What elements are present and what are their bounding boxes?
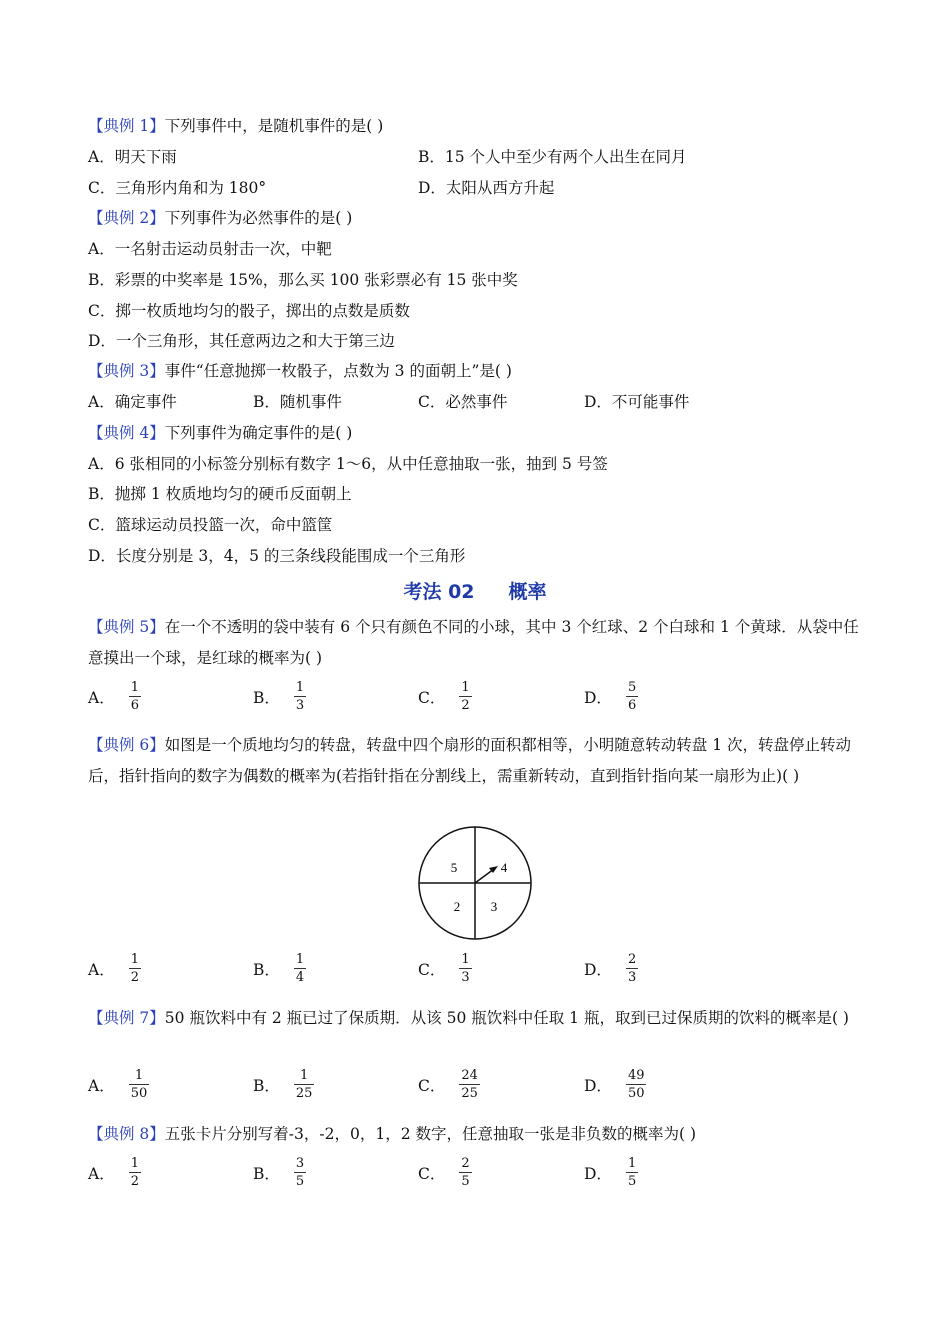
spinner-pointer xyxy=(475,869,494,883)
option-c xyxy=(418,1156,472,1189)
denominator: 2 xyxy=(130,970,139,985)
option-a xyxy=(88,680,141,713)
option-letter: B． xyxy=(253,960,280,979)
option-b xyxy=(253,952,306,985)
sector-label: 5 xyxy=(450,860,458,875)
question-text: 50 瓶饮料中有 2 瓶已过了保质期．从该 50 瓶饮料中任取 1 瓶，取到已过保质期的饮料的概率是( ) xyxy=(164,1009,849,1027)
denominator: 50 xyxy=(130,1086,148,1101)
question-text: 五张卡片分别写着-3，-2，0，1，2 数字，任意抽取一张是非负数的概率为( ) xyxy=(164,1125,697,1143)
example-7-stem xyxy=(88,1003,863,1034)
option-letter: C． xyxy=(418,960,446,979)
numerator: 1 xyxy=(295,680,305,695)
denominator: 6 xyxy=(130,698,139,713)
fraction xyxy=(129,1068,150,1101)
option-letter: B． xyxy=(253,688,280,707)
fraction xyxy=(626,1068,647,1101)
fraction xyxy=(626,1156,638,1189)
option-b xyxy=(253,1156,306,1189)
section-heading xyxy=(0,576,950,608)
option-c: C．三角形内角和为 180° xyxy=(88,179,267,197)
option-letter: A． xyxy=(88,960,115,979)
example-6-options xyxy=(88,952,868,992)
option-letter: D． xyxy=(584,1164,612,1183)
numerator: 5 xyxy=(627,680,637,695)
numerator: 1 xyxy=(130,952,139,967)
numerator: 1 xyxy=(295,952,305,967)
example-8-options xyxy=(88,1156,868,1196)
option-d xyxy=(584,1156,638,1189)
option-d xyxy=(584,952,638,985)
option-letter: D． xyxy=(584,688,612,707)
fraction xyxy=(129,952,141,985)
option-letter: A． xyxy=(88,1164,115,1183)
option-b: B．抛掷 1 枚质地均匀的硬币反面朝上 xyxy=(88,485,352,503)
option-a: A．明天下雨 xyxy=(88,148,177,166)
denominator: 50 xyxy=(627,1086,645,1101)
denominator: 3 xyxy=(461,970,470,985)
example-5-stem xyxy=(88,612,863,674)
denominator: 5 xyxy=(461,1174,470,1189)
option-b xyxy=(253,680,306,713)
denominator: 3 xyxy=(627,970,637,985)
fraction xyxy=(294,1068,315,1101)
option-d: D．长度分别是 3，4，5 的三条线段能围成一个三角形 xyxy=(88,547,466,565)
option-d: D．太阳从西方升起 xyxy=(418,179,555,197)
question-text: 下列事件为确定事件的是( ) xyxy=(164,424,353,442)
numerator: 1 xyxy=(461,952,470,967)
option-d xyxy=(584,680,638,713)
option-a: A．一名射击运动员射击一次，中靶 xyxy=(88,240,332,258)
fraction xyxy=(459,952,471,985)
option-a xyxy=(88,1068,149,1101)
option-c: C．必然事件 xyxy=(418,393,508,411)
fraction xyxy=(459,680,471,713)
denominator: 2 xyxy=(130,1174,139,1189)
numerator: 24 xyxy=(461,1068,478,1083)
example-8-stem xyxy=(88,1119,863,1150)
fraction xyxy=(294,1156,306,1189)
denominator: 25 xyxy=(461,1086,478,1101)
question-text: 在一个不透明的袋中装有 6 个只有颜色不同的小球，其中 3 个红球、2 个白球和 1 个黄球．从袋中任意摸出一个球，是红球的概率为( ) xyxy=(88,618,859,667)
numerator: 3 xyxy=(295,1156,305,1171)
example-1-stem xyxy=(88,111,863,142)
option-c: C．掷一枚质地均匀的骰子，掷出的点数是质数 xyxy=(88,302,410,320)
denominator: 4 xyxy=(295,970,305,985)
example-tag: 【典例 3】 xyxy=(88,362,165,380)
option-letter: C． xyxy=(418,1076,446,1095)
example-6-stem xyxy=(88,730,863,792)
example-4-stem xyxy=(88,418,863,449)
option-letter: A． xyxy=(88,1076,115,1095)
numerator: 1 xyxy=(130,1156,139,1171)
question-text: 下列事件为必然事件的是( ) xyxy=(164,209,353,227)
example-7-options xyxy=(88,1068,868,1108)
question-text: 如图是一个质地均匀的转盘，转盘中四个扇形的面积都相等，小明随意转动转盘 1 次，转盘停止转动后，指针指向的数字为偶数的概率为(若指针指在分割线上，需重新转动，直到指针指向某一扇形为止)( ) xyxy=(88,736,852,785)
option-b xyxy=(253,1068,314,1101)
option-b: B．15 个人中至少有两个人出生在同月 xyxy=(418,148,687,166)
sector-label: 4 xyxy=(500,860,508,875)
option-b: B．彩票的中奖率是 15%，那么买 100 张彩票必有 15 张中奖 xyxy=(88,271,518,289)
example-3-options xyxy=(88,387,868,418)
option-d: D．不可能事件 xyxy=(584,393,690,411)
option-a: A．确定事件 xyxy=(88,393,177,411)
option-c xyxy=(418,952,472,985)
fraction xyxy=(129,680,141,713)
option-letter: C． xyxy=(418,688,446,707)
denominator: 6 xyxy=(627,698,637,713)
numerator: 1 xyxy=(627,1156,637,1171)
fraction xyxy=(459,1068,480,1101)
option-letter: D． xyxy=(584,960,612,979)
option-d: D．一个三角形，其任意两边之和大于第三边 xyxy=(88,332,395,350)
numerator: 1 xyxy=(130,680,139,695)
sector-label: 2 xyxy=(453,899,461,914)
numerator: 2 xyxy=(461,1156,470,1171)
denominator: 5 xyxy=(627,1174,637,1189)
option-letter: A． xyxy=(88,688,115,707)
denominator: 3 xyxy=(295,698,305,713)
fraction xyxy=(626,680,638,713)
option-b: B．随机事件 xyxy=(253,393,342,411)
option-a xyxy=(88,952,141,985)
example-tag: 【典例 7】 xyxy=(88,1009,165,1027)
example-5-options xyxy=(88,680,868,720)
example-3-stem xyxy=(88,356,863,387)
example-tag: 【典例 1】 xyxy=(88,117,165,135)
option-a: A．6 张相同的小标签分别标有数字 1～6，从中任意抽取一张，抽到 5 号签 xyxy=(88,455,608,473)
example-tag: 【典例 5】 xyxy=(88,618,165,636)
option-c xyxy=(418,1068,480,1101)
fraction xyxy=(129,1156,141,1189)
option-letter: D． xyxy=(584,1076,612,1095)
numerator: 1 xyxy=(461,680,470,695)
denominator: 5 xyxy=(295,1174,305,1189)
section-label: 考法 02 xyxy=(403,581,475,603)
option-a xyxy=(88,1156,141,1189)
denominator: 2 xyxy=(461,698,470,713)
option-letter: B． xyxy=(253,1164,280,1183)
question-text: 事件“任意抛掷一枚骰子，点数为 3 的面朝上”是( ) xyxy=(164,362,512,380)
section-title-text: 概率 xyxy=(508,581,547,603)
numerator: 49 xyxy=(627,1068,645,1083)
example-tag: 【典例 4】 xyxy=(88,424,165,442)
option-c: C．篮球运动员投篮一次，命中篮筐 xyxy=(88,516,333,534)
option-letter: C． xyxy=(418,1164,446,1183)
question-text: 下列事件中，是随机事件的是( ) xyxy=(164,117,384,135)
spinner-figure xyxy=(414,825,538,941)
numerator: 1 xyxy=(300,1068,309,1083)
sector-label: 3 xyxy=(490,899,498,914)
example-tag: 【典例 2】 xyxy=(88,209,165,227)
example-tag: 【典例 8】 xyxy=(88,1125,165,1143)
fraction xyxy=(294,680,306,713)
example-1-options xyxy=(88,142,868,204)
fraction xyxy=(459,1156,471,1189)
option-letter: B． xyxy=(253,1076,280,1095)
example-tag: 【典例 6】 xyxy=(88,736,165,754)
option-c xyxy=(418,680,472,713)
numerator: 2 xyxy=(627,952,637,967)
example-2-stem xyxy=(88,203,863,234)
fraction xyxy=(626,952,638,985)
numerator: 1 xyxy=(134,1068,144,1083)
fraction xyxy=(294,952,306,985)
option-d xyxy=(584,1068,646,1101)
denominator: 25 xyxy=(295,1086,313,1101)
